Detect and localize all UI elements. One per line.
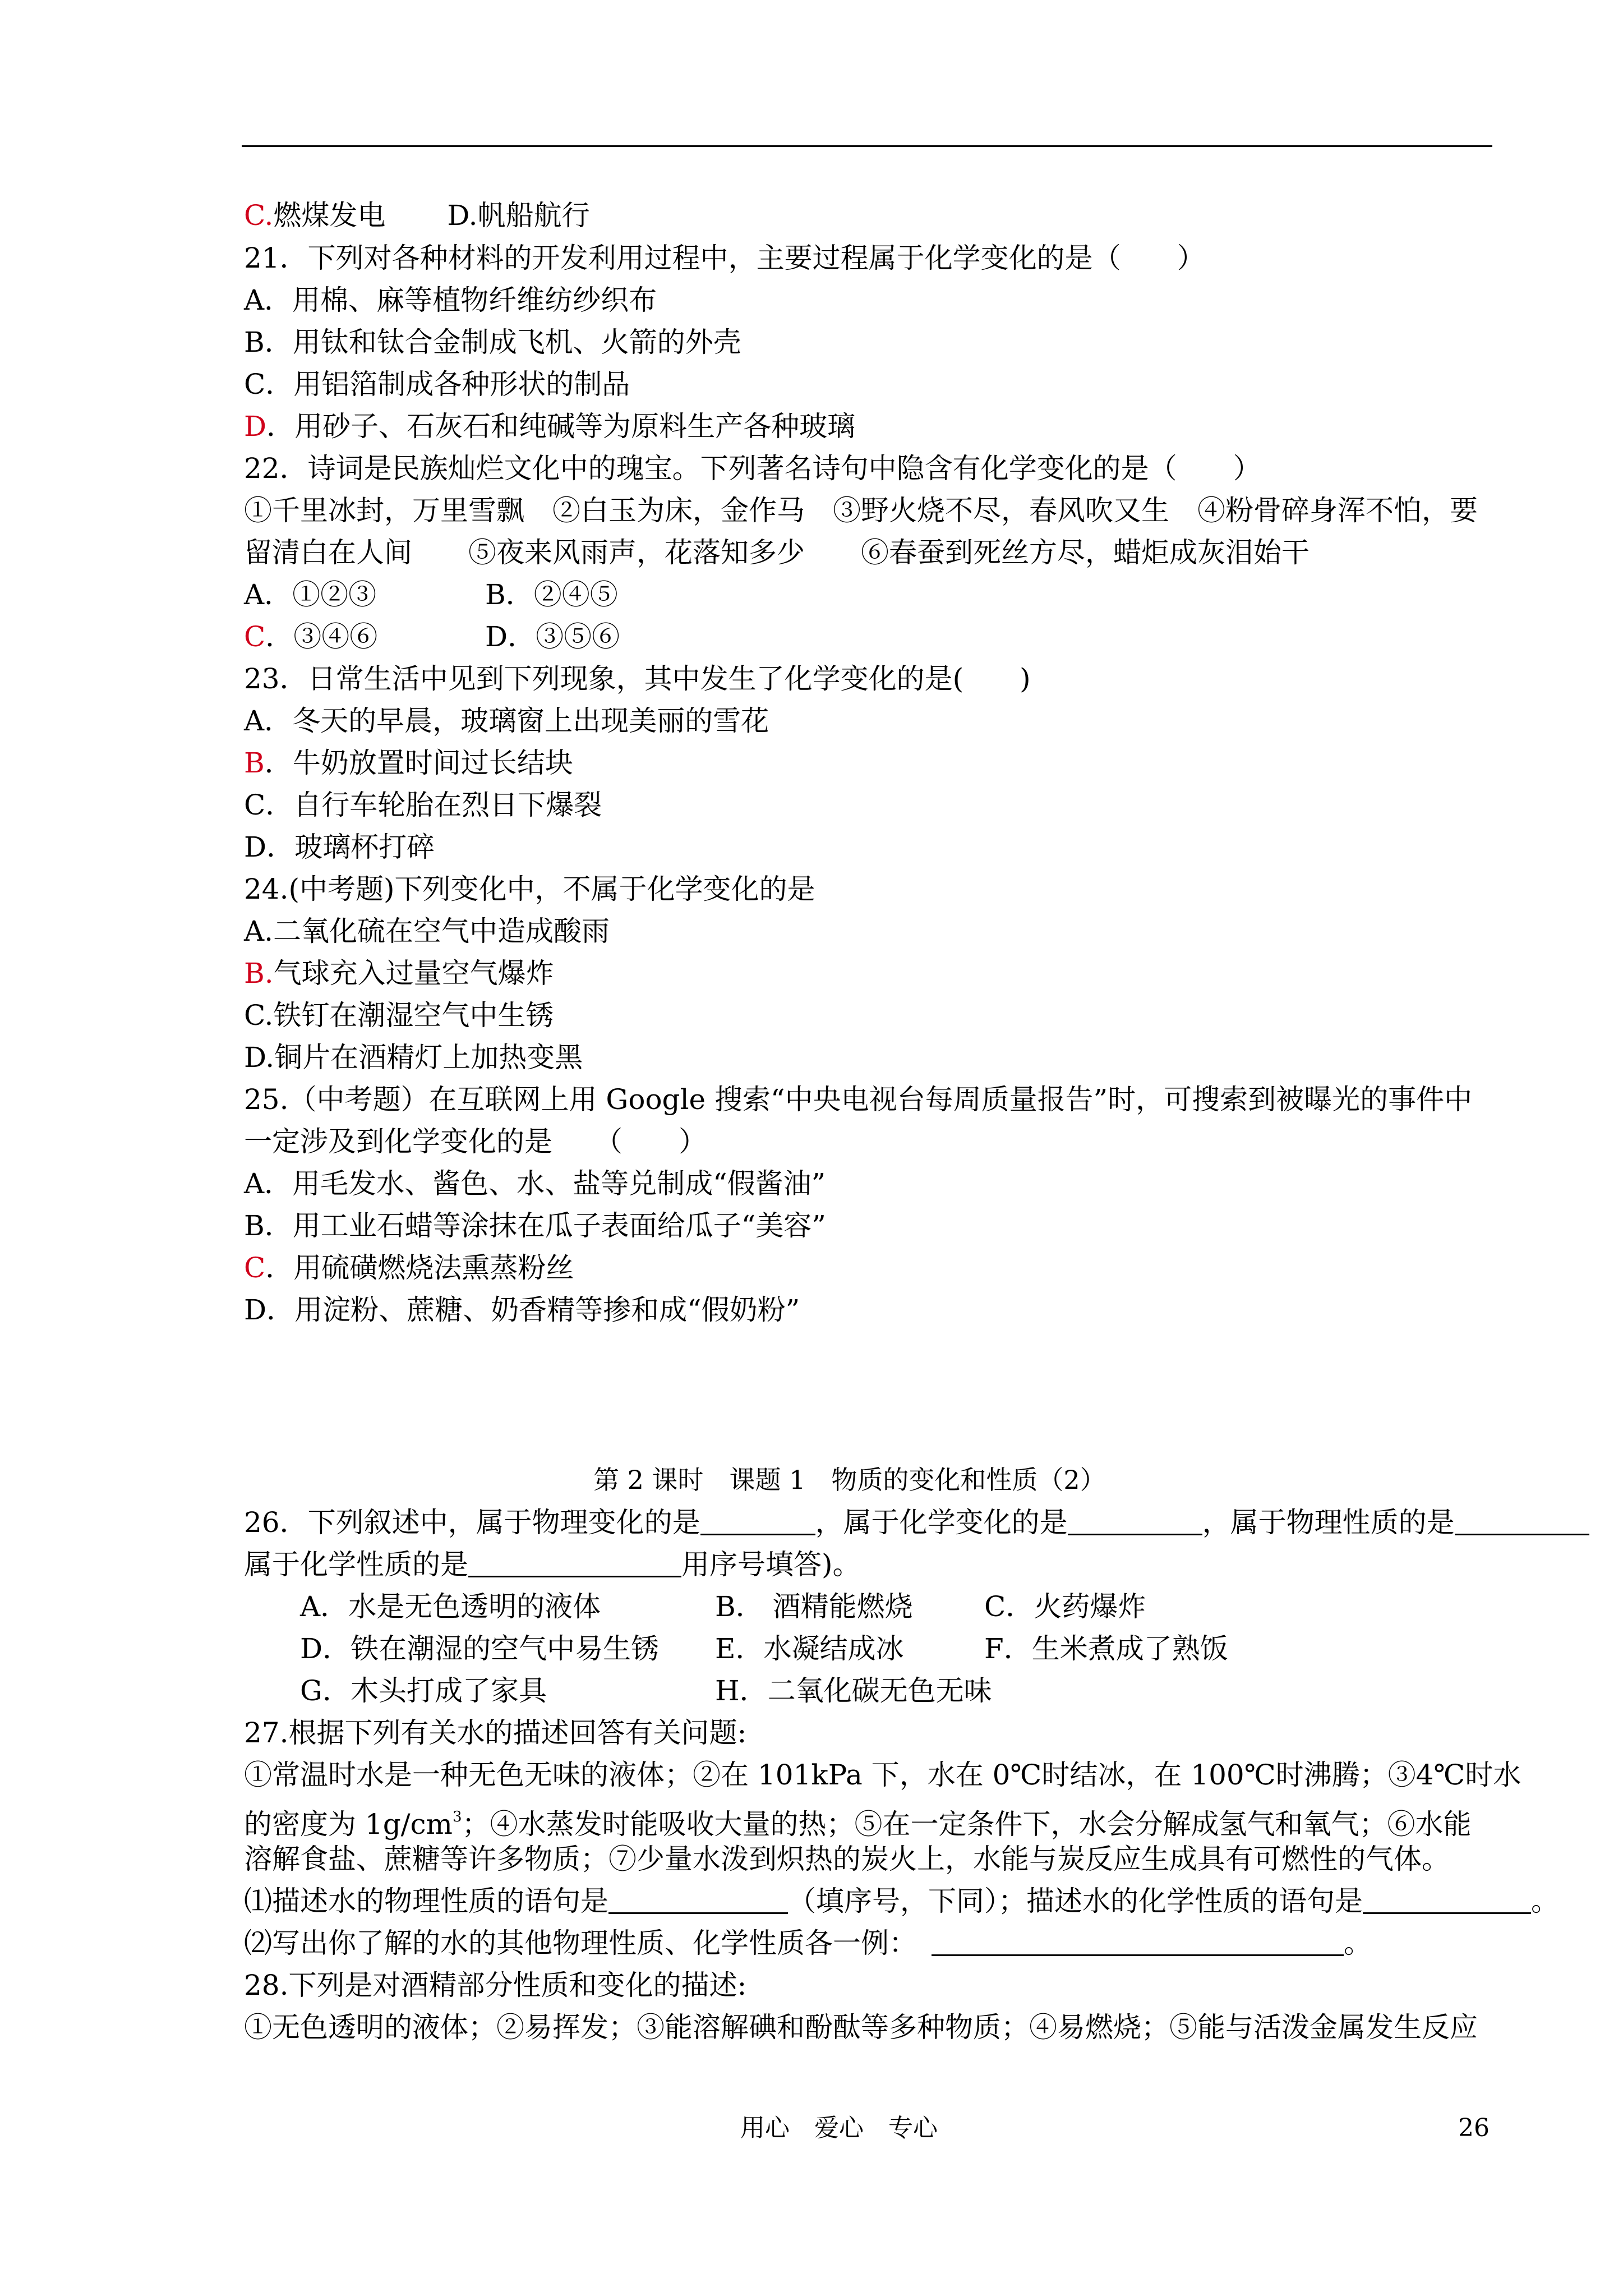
q20-options: C.燃煤发电 D.帆船航行 [244, 199, 590, 232]
option-c: C.铁钉在潮湿空气中生锈 [244, 999, 554, 1032]
section-title: 第 2 课时 课题 1 物质的变化和性质（2） [593, 1465, 1106, 1495]
q27-text-line-2: 的密度为 $1g/cm^3$；④水蒸发时能吸收大量的热；⑤在一定条件下，水会分解成氢气和氧气；⑥水能 [244, 1808, 1472, 1841]
option-d: D.铜片在酒精灯上加热变黑 [244, 1041, 583, 1074]
answer-blank[interactable] [608, 1885, 788, 1914]
option-a: A．用棉、麻等植物纤维纺纱织布 [244, 284, 657, 316]
question-25-stem-line-1: 25.（中考题）在互联网上用 Google 搜索“中央电视台每周质量报告”时，可搜索到被曝光的事件中 [244, 1083, 1473, 1116]
answer-mark: D [244, 410, 267, 443]
option-a: A．①②③ [244, 578, 377, 611]
option-c: C．火药爆炸 [984, 1590, 1146, 1623]
q26-options-row-3 [300, 1674, 992, 1708]
option-a: A.二氧化硫在空气中造成酸雨 [244, 915, 610, 947]
question-26-stem-line-1: 26．下列叙述中，属于物理变化的是 ，属于化学变化的是 ，属于物理性质的是 [244, 1506, 1589, 1539]
answer-blank[interactable] [1455, 1507, 1589, 1535]
question-21-stem: 21．下列对各种材料的开发利用过程中，主要过程属于化学变化的是（ ） [244, 242, 1205, 274]
option-f: F．生米煮成了熟饭 [984, 1632, 1228, 1665]
q27-subquestion-2: ⑵写出你了解的水的其他物理性质、化学性质各一例： 。 [244, 1927, 1372, 1959]
question-26-stem-line-2: 属于化学性质的是 用序号填答)。 [244, 1548, 861, 1581]
q26-options-row-1 [300, 1590, 1146, 1623]
answer-blank[interactable] [468, 1549, 681, 1577]
q26-options-row-2 [300, 1632, 1228, 1665]
answer-mark: C. [244, 199, 274, 232]
poem-line-1: ①千里冰封，万里雪飘 ②白玉为床，金作马 ③野火烧不尽，春风吹又生 ④粉骨碎身浑不怕，要 [244, 494, 1478, 527]
option-a: A．用毛发水、酱色、水、盐等兑制成“假酱油” [244, 1167, 826, 1200]
answer-mark: B. [244, 957, 274, 990]
footer-motto: 用心 爱心 专心 [740, 2114, 938, 2142]
options-cd: C．③④⑥ D．③⑤⑥ [244, 620, 620, 653]
question-27-stem: 27.根据下列有关水的描述回答有关问题: [244, 1717, 747, 1749]
answer-blank[interactable] [1363, 1885, 1531, 1914]
header-rule [242, 145, 1492, 147]
question-22-stem: 22．诗词是民族灿烂文化中的瑰宝。下列著名诗句中隐含有化学变化的是（ ） [244, 452, 1261, 485]
option-b: B．②④⑤ [485, 578, 618, 611]
question-24-stem: 24.(中考题)下列变化中，不属于化学变化的是 [244, 873, 815, 905]
answer-mark: B [244, 747, 265, 779]
option-a: A．水是无色透明的液体 [300, 1590, 601, 1623]
option-d: D．铁在潮湿的空气中易生锈 [300, 1632, 660, 1665]
page-number: 26 [1458, 2114, 1490, 2142]
question-28-stem: 28.下列是对酒精部分性质和变化的描述: [244, 1969, 747, 2001]
option-c: C．自行车轮胎在烈日下爆裂 [244, 789, 602, 821]
q27-text-line-3: 溶解食盐、蔗糖等许多物质；⑦少量水泼到炽热的炭火上，水能与炭反应生成具有可燃性的气体。 [244, 1843, 1450, 1875]
option-c: C．用硫磺燃烧法熏蒸粉丝 [244, 1251, 574, 1284]
poem-line-2: 留清白在人间 ⑤夜来风雨声，花落知多少 ⑥春蚕到死丝方尽，蜡炬成灰泪始干 [244, 536, 1310, 569]
options-ab [244, 578, 618, 611]
question-23-stem: 23．日常生活中见到下列现象，其中发生了化学变化的是( ) [244, 662, 1031, 695]
option-d: D．玻璃杯打碎 [244, 831, 435, 863]
answer-mark: C [244, 1251, 266, 1284]
answer-blank[interactable] [1068, 1507, 1202, 1535]
question-25-stem-line-2: 一定涉及到化学变化的是 （ ） [244, 1125, 707, 1158]
answer-blank[interactable] [700, 1507, 815, 1535]
option-h: H．二氧化碳无色无味 [715, 1674, 992, 1707]
option-c: C．用铝箔制成各种形状的制品 [244, 368, 630, 401]
option-a: A．冬天的早晨，玻璃窗上出现美丽的雪花 [244, 705, 769, 737]
option-b: B．牛奶放置时间过长结块 [244, 747, 573, 779]
option-d: D．③⑤⑥ [485, 620, 620, 653]
option-g: G．木头打成了家具 [300, 1674, 547, 1707]
option-b: B． 酒精能燃烧 [715, 1590, 913, 1623]
option-b: B.气球充入过量空气爆炸 [244, 957, 554, 990]
answer-blank[interactable] [932, 1927, 1344, 1956]
option-b: B．用钛和钛合金制成飞机、火箭的外壳 [244, 326, 741, 358]
q27-text-line-1: ①常温时水是一种无色无味的液体；②在 101kPa 下，水在 0℃时结冰，在 100℃时沸腾；③4℃时水 [244, 1759, 1521, 1791]
q27-subquestion-1: ⑴描述水的物理性质的语句是 （填序号，下同）；描述水的化学性质的语句是 。 [244, 1885, 1559, 1917]
option-b: B．用工业石蜡等涂抹在瓜子表面给瓜子“美容” [244, 1209, 826, 1242]
q28-text-line-1: ①无色透明的液体；②易挥发；③能溶解碘和酚酞等多种物质；④易燃烧；⑤能与活泼金属发生反应 [244, 2011, 1478, 2044]
option-d: D．用砂子、石灰石和纯碱等为原料生产各种玻璃 [244, 410, 856, 443]
answer-mark: C [244, 620, 266, 653]
option-d: D．用淀粉、蔗糖、奶香精等掺和成“假奶粉” [244, 1294, 800, 1326]
option-e: E．水凝结成冰 [715, 1632, 904, 1665]
